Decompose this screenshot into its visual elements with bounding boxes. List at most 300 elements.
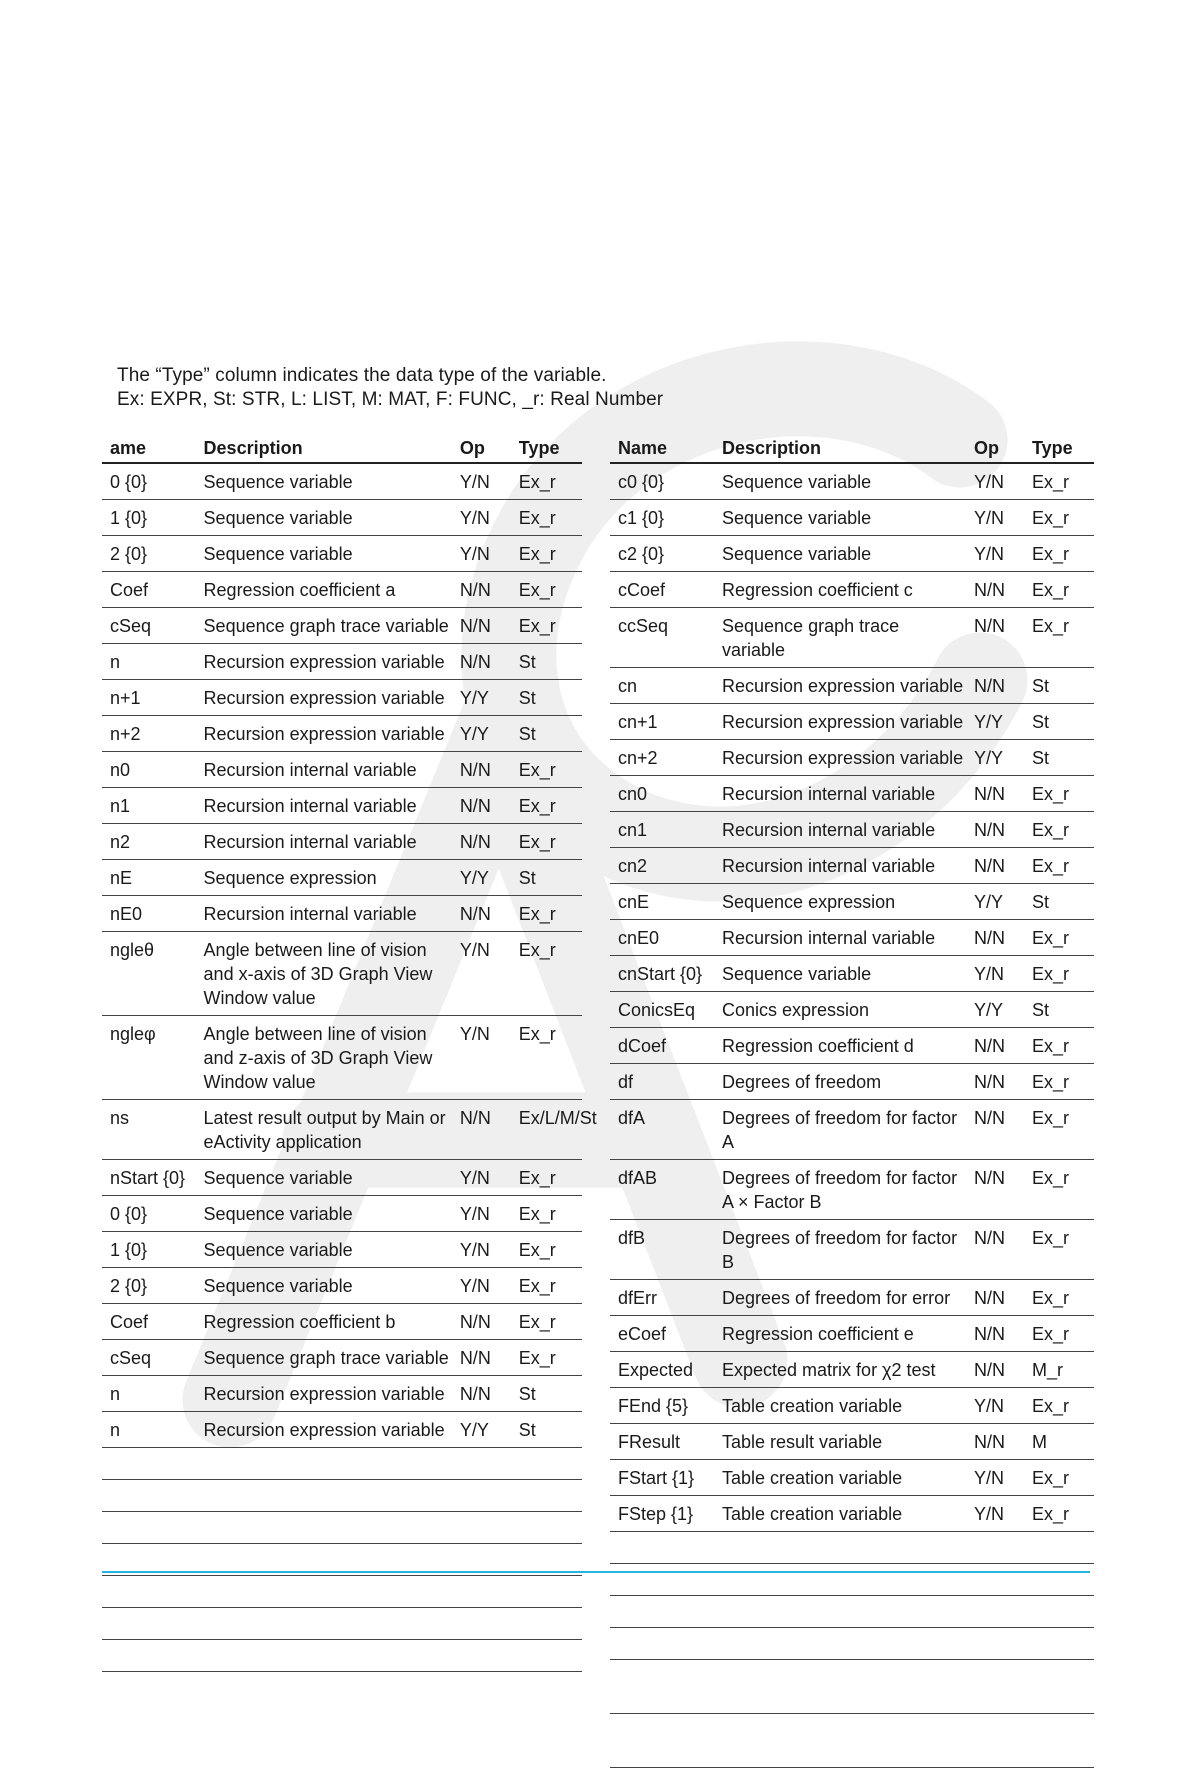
cell-type: Ex_r <box>511 536 582 572</box>
cell-type: Ex_r <box>511 1232 582 1268</box>
cell-op: N/N <box>966 1352 1024 1388</box>
cell-op: Y/N <box>966 1460 1024 1496</box>
cell-name: dfA <box>610 1100 714 1160</box>
cell-name: cn <box>610 668 714 704</box>
cell-type: Ex_r <box>1024 572 1094 608</box>
type-legend-line-2: Ex: EXPR, St: STR, L: LIST, M: MAT, F: FUNC, _r: Real Number <box>117 389 664 410</box>
cell-empty <box>714 1532 966 1564</box>
cell-op: Y/N <box>452 536 511 572</box>
cell-description: Expected matrix for χ2 test <box>714 1352 966 1388</box>
table-row <box>610 740 1094 776</box>
table-row <box>610 1388 1094 1424</box>
cell-type: Ex_r <box>511 1304 582 1340</box>
table-row <box>610 1352 1094 1388</box>
cell-empty <box>196 1480 452 1512</box>
cell-description: Degrees of freedom for factor B <box>714 1220 966 1280</box>
table-row <box>610 572 1094 608</box>
cell-type: Ex_r <box>1024 956 1094 992</box>
cell-type: St <box>1024 740 1094 776</box>
cell-type: Ex_r <box>1024 1100 1094 1160</box>
cell-description: Table creation variable <box>714 1460 966 1496</box>
table-header-row <box>610 430 1094 463</box>
cell-type: Ex_r <box>511 1340 582 1376</box>
cell-empty <box>196 1608 452 1640</box>
cell-op: Y/N <box>966 1496 1024 1532</box>
table-row <box>610 1028 1094 1064</box>
cell-name: n+2 <box>102 716 196 752</box>
cell-op: N/N <box>452 1304 511 1340</box>
cell-type: Ex_r <box>1024 608 1094 668</box>
cell-name: cn1 <box>610 812 714 848</box>
table-row <box>102 1268 582 1304</box>
table-row <box>102 608 582 644</box>
cell-op: Y/N <box>966 1388 1024 1424</box>
cell-description: Regression coefficient e <box>714 1316 966 1352</box>
cell-name: Coef <box>102 1304 196 1340</box>
cell-description: Table creation variable <box>714 1496 966 1532</box>
cell-name: cnE <box>610 884 714 920</box>
cell-op: Y/N <box>452 932 511 1016</box>
cell-name: dfErr <box>610 1280 714 1316</box>
cell-empty <box>966 1532 1024 1564</box>
table-row <box>610 956 1094 992</box>
table-row <box>610 812 1094 848</box>
cell-empty <box>452 1608 511 1640</box>
table-row-empty <box>610 1628 1094 1660</box>
cell-op: Y/N <box>452 463 511 500</box>
cell-name: eCoef <box>610 1316 714 1352</box>
cell-op: Y/Y <box>452 680 511 716</box>
cell-empty <box>511 1640 582 1672</box>
cell-empty <box>102 1512 196 1544</box>
cell-name: n2 <box>102 824 196 860</box>
cell-empty <box>610 1564 714 1596</box>
table-body <box>102 463 597 1672</box>
cell-name: n+1 <box>102 680 196 716</box>
cell-type: St <box>511 1412 582 1448</box>
cell-empty <box>714 1660 966 1714</box>
cell-type: Ex_r <box>511 1016 582 1100</box>
cell-type: Ex_r <box>511 824 582 860</box>
cell-description: Angle between line of vision and x-axis of 3D Graph View Window value <box>196 932 452 1016</box>
cell-type: Ex_r <box>511 500 582 536</box>
cell-description: Regression coefficient c <box>714 572 966 608</box>
cell-type: Ex_r <box>1024 536 1094 572</box>
cell-empty <box>966 1714 1024 1768</box>
type-legend <box>117 364 663 412</box>
table-row-empty <box>102 1512 582 1544</box>
cell-empty <box>452 1512 511 1544</box>
table-row <box>610 500 1094 536</box>
table-row <box>102 896 582 932</box>
cell-type: Ex_r <box>1024 1496 1094 1532</box>
cell-op: Y/Y <box>452 1412 511 1448</box>
cell-description: Recursion internal variable <box>196 788 452 824</box>
cell-description: Recursion expression variable <box>196 716 452 752</box>
cell-op: Y/N <box>966 956 1024 992</box>
cell-name: FStep {1} <box>610 1496 714 1532</box>
cell-name: cSeq <box>102 608 196 644</box>
table-row <box>610 536 1094 572</box>
cell-op: Y/N <box>966 536 1024 572</box>
column-header-op: Op <box>966 430 1024 463</box>
cell-description: Recursion expression variable <box>196 680 452 716</box>
cell-op: N/N <box>966 920 1024 956</box>
cell-description: Recursion internal variable <box>196 752 452 788</box>
cell-op: Y/Y <box>966 704 1024 740</box>
cell-op: N/N <box>966 1280 1024 1316</box>
cell-name: Expected <box>610 1352 714 1388</box>
table-row <box>102 932 582 1016</box>
column-header-op: Op <box>452 430 511 463</box>
cell-name: FResult <box>610 1424 714 1460</box>
table-row <box>102 1232 582 1268</box>
cell-op: N/N <box>452 572 511 608</box>
table-row-empty <box>610 1660 1094 1714</box>
cell-op: N/N <box>966 1424 1024 1460</box>
cell-type: Ex_r <box>1024 776 1094 812</box>
column-header-type: Type <box>511 430 582 463</box>
cell-empty <box>610 1714 714 1768</box>
cell-empty <box>714 1714 966 1768</box>
table-row-empty <box>102 1576 582 1608</box>
cell-op: N/N <box>966 572 1024 608</box>
cell-name: nStart {0} <box>102 1160 196 1196</box>
cell-op: N/N <box>966 1160 1024 1220</box>
cell-description: Recursion internal variable <box>714 920 966 956</box>
column-header-name: Name <box>610 430 714 463</box>
cell-type: Ex_r <box>1024 500 1094 536</box>
cell-type: St <box>511 860 582 896</box>
table-row <box>102 752 582 788</box>
cell-name: cn+1 <box>610 704 714 740</box>
cell-name: n1 <box>102 788 196 824</box>
cell-description: Recursion expression variable <box>196 1412 452 1448</box>
cell-op: N/N <box>966 1316 1024 1352</box>
cell-op: N/N <box>966 1220 1024 1280</box>
cell-description: Recursion internal variable <box>714 812 966 848</box>
cell-op: Y/N <box>452 500 511 536</box>
table-row <box>102 860 582 896</box>
table-row <box>610 1424 1094 1460</box>
table-row <box>102 1340 582 1376</box>
cell-name: dfAB <box>610 1160 714 1220</box>
cell-description: Recursion internal variable <box>714 776 966 812</box>
cell-type: Ex_r <box>1024 463 1094 500</box>
cell-type: St <box>1024 884 1094 920</box>
table-row <box>102 1412 582 1448</box>
cell-empty <box>102 1448 196 1480</box>
cell-description: Degrees of freedom <box>714 1064 966 1100</box>
table-row <box>610 1100 1094 1160</box>
cell-empty <box>966 1564 1024 1596</box>
cell-empty <box>452 1448 511 1480</box>
cell-empty <box>714 1596 966 1628</box>
cell-type: Ex_r <box>511 896 582 932</box>
cell-op: Y/Y <box>452 716 511 752</box>
cell-type: St <box>1024 668 1094 704</box>
cell-description: Recursion expression variable <box>196 1376 452 1412</box>
cell-type: Ex_r <box>511 463 582 500</box>
table-row <box>610 992 1094 1028</box>
cell-description: Sequence variable <box>196 500 452 536</box>
cell-op: Y/N <box>452 1160 511 1196</box>
cell-empty <box>511 1512 582 1544</box>
cell-op: Y/N <box>452 1196 511 1232</box>
cell-type: Ex_r <box>1024 1280 1094 1316</box>
cell-empty <box>714 1628 966 1660</box>
table-row <box>610 1460 1094 1496</box>
cell-op: N/N <box>966 848 1024 884</box>
cell-description: Table creation variable <box>714 1388 966 1424</box>
cell-description: Recursion expression variable <box>714 704 966 740</box>
cell-name: ccSeq <box>610 608 714 668</box>
cell-description: Sequence graph trace variable <box>196 1340 452 1376</box>
table-row <box>102 1376 582 1412</box>
cell-type: Ex_r <box>511 572 582 608</box>
cell-description: Sequence variable <box>196 1196 452 1232</box>
cell-description: Sequence graph trace variable <box>714 608 966 668</box>
cell-op: Y/N <box>966 463 1024 500</box>
variable-table-left <box>102 430 597 1672</box>
table-row <box>610 1064 1094 1100</box>
cell-empty <box>1024 1532 1094 1564</box>
cell-name: ns <box>102 1100 196 1160</box>
cell-name: 0 {0} <box>102 463 196 500</box>
table-row <box>102 824 582 860</box>
cell-name: ngleφ <box>102 1016 196 1100</box>
cell-description: Regression coefficient d <box>714 1028 966 1064</box>
cell-empty <box>1024 1564 1094 1596</box>
cell-empty <box>610 1660 714 1714</box>
cell-op: N/N <box>452 1100 511 1160</box>
cell-description: Sequence variable <box>714 536 966 572</box>
table-row <box>102 1160 582 1196</box>
table-row <box>102 716 582 752</box>
cell-op: N/N <box>452 1340 511 1376</box>
table-row <box>102 1196 582 1232</box>
cell-description: Sequence variable <box>196 1232 452 1268</box>
cell-empty <box>1024 1628 1094 1660</box>
cell-name: nE0 <box>102 896 196 932</box>
cell-name: 2 {0} <box>102 1268 196 1304</box>
cell-op: N/N <box>452 752 511 788</box>
cell-type: M <box>1024 1424 1094 1460</box>
cell-description: Recursion internal variable <box>196 824 452 860</box>
table-row <box>102 463 582 500</box>
cell-empty <box>102 1576 196 1608</box>
table-row <box>102 500 582 536</box>
column-header-description: Description <box>714 430 966 463</box>
cell-type: St <box>511 644 582 680</box>
cell-empty <box>610 1596 714 1628</box>
cell-type: Ex_r <box>1024 1388 1094 1424</box>
cell-type: Ex_r <box>1024 1064 1094 1100</box>
cell-empty <box>511 1448 582 1480</box>
cell-description: Recursion internal variable <box>196 896 452 932</box>
cell-name: dCoef <box>610 1028 714 1064</box>
cell-type: Ex_r <box>1024 920 1094 956</box>
cell-name: 2 {0} <box>102 536 196 572</box>
variable-table-right <box>610 430 1094 1768</box>
cell-name: nE <box>102 860 196 896</box>
cell-name: ConicsEq <box>610 992 714 1028</box>
table-header-row <box>102 430 582 463</box>
cell-name: FStart {1} <box>610 1460 714 1496</box>
cell-empty <box>102 1640 196 1672</box>
cell-empty <box>452 1576 511 1608</box>
cell-op: N/N <box>452 1376 511 1412</box>
cell-op: Y/Y <box>452 860 511 896</box>
cell-type: St <box>511 1376 582 1412</box>
cell-empty <box>196 1576 452 1608</box>
cell-name: cCoef <box>610 572 714 608</box>
table-row-empty <box>610 1596 1094 1628</box>
cell-empty <box>452 1480 511 1512</box>
cell-empty <box>1024 1596 1094 1628</box>
cell-op: Y/Y <box>966 992 1024 1028</box>
cell-empty <box>966 1596 1024 1628</box>
cell-empty <box>196 1640 452 1672</box>
table-row <box>102 1016 582 1100</box>
cell-description: Sequence expression <box>714 884 966 920</box>
table-row-empty <box>102 1640 582 1672</box>
table-row <box>610 608 1094 668</box>
cell-name: FEnd {5} <box>610 1388 714 1424</box>
column-header-description: Description <box>196 430 452 463</box>
cell-empty <box>511 1608 582 1640</box>
cell-type: Ex/L/M/St <box>511 1100 582 1160</box>
cell-type: M_r <box>1024 1352 1094 1388</box>
cell-empty <box>196 1512 452 1544</box>
cell-type: Ex_r <box>511 1196 582 1232</box>
cell-description: Table result variable <box>714 1424 966 1460</box>
cell-op: N/N <box>452 608 511 644</box>
cell-op: N/N <box>452 896 511 932</box>
table-row <box>610 704 1094 740</box>
table-row <box>102 536 582 572</box>
cell-description: Latest result output by Main or eActivity application <box>196 1100 452 1160</box>
cell-description: Degrees of freedom for factor A <box>714 1100 966 1160</box>
cell-empty <box>452 1640 511 1672</box>
cell-name: c1 {0} <box>610 500 714 536</box>
table-row <box>102 680 582 716</box>
table-row <box>102 1100 582 1160</box>
cell-name: n <box>102 644 196 680</box>
cell-name: cn0 <box>610 776 714 812</box>
cell-empty <box>511 1576 582 1608</box>
cell-name: 0 {0} <box>102 1196 196 1232</box>
table-row <box>102 788 582 824</box>
cell-description: Sequence variable <box>196 463 452 500</box>
cell-description: Regression coefficient b <box>196 1304 452 1340</box>
table-row <box>610 1220 1094 1280</box>
cell-op: Y/Y <box>966 884 1024 920</box>
table-row <box>102 644 582 680</box>
cell-type: Ex_r <box>511 752 582 788</box>
cell-name: n <box>102 1376 196 1412</box>
footer-rule <box>102 1571 1090 1573</box>
cell-name: c2 {0} <box>610 536 714 572</box>
cell-name: c0 {0} <box>610 463 714 500</box>
cell-type: Ex_r <box>1024 1220 1094 1280</box>
cell-type: Ex_r <box>511 1268 582 1304</box>
cell-name: n0 <box>102 752 196 788</box>
table-row-empty <box>102 1480 582 1512</box>
cell-empty <box>1024 1660 1094 1714</box>
cell-empty <box>610 1532 714 1564</box>
cell-name: dfB <box>610 1220 714 1280</box>
cell-op: Y/Y <box>966 740 1024 776</box>
table-row <box>102 1304 582 1340</box>
cell-type: St <box>1024 704 1094 740</box>
cell-empty <box>1024 1714 1094 1768</box>
cell-op: N/N <box>452 788 511 824</box>
table-row <box>610 776 1094 812</box>
cell-description: Sequence variable <box>714 956 966 992</box>
table-row <box>610 668 1094 704</box>
table-row <box>102 572 582 608</box>
cell-op: N/N <box>966 776 1024 812</box>
cell-name: cn+2 <box>610 740 714 776</box>
cell-type: Ex_r <box>1024 812 1094 848</box>
cell-type: Ex_r <box>511 1160 582 1196</box>
cell-description: Sequence variable <box>714 463 966 500</box>
cell-empty <box>610 1628 714 1660</box>
cell-description: Recursion expression variable <box>714 668 966 704</box>
cell-empty <box>196 1448 452 1480</box>
cell-type: Ex_r <box>511 788 582 824</box>
cell-op: N/N <box>966 812 1024 848</box>
cell-description: Sequence variable <box>196 1268 452 1304</box>
table-row <box>610 1160 1094 1220</box>
cell-description: Recursion internal variable <box>714 848 966 884</box>
cell-op: N/N <box>966 1100 1024 1160</box>
table-row-empty <box>102 1448 582 1480</box>
cell-op: N/N <box>966 608 1024 668</box>
cell-name: Coef <box>102 572 196 608</box>
cell-type: Ex_r <box>1024 1316 1094 1352</box>
cell-op: Y/N <box>452 1016 511 1100</box>
table-row <box>610 1316 1094 1352</box>
table-row <box>610 1280 1094 1316</box>
column-header-name: ame <box>102 430 196 463</box>
cell-description: Regression coefficient a <box>196 572 452 608</box>
cell-description: Sequence variable <box>196 536 452 572</box>
cell-name: df <box>610 1064 714 1100</box>
table-row <box>610 848 1094 884</box>
cell-description: Sequence variable <box>196 1160 452 1196</box>
table-row <box>610 884 1094 920</box>
cell-description: Sequence variable <box>714 500 966 536</box>
table-row <box>610 1496 1094 1532</box>
cell-name: 1 {0} <box>102 1232 196 1268</box>
cell-name: cnStart {0} <box>610 956 714 992</box>
cell-description: Recursion expression variable <box>714 740 966 776</box>
cell-description: Recursion expression variable <box>196 644 452 680</box>
table-row-empty <box>102 1608 582 1640</box>
table-row-empty <box>610 1532 1094 1564</box>
cell-empty <box>511 1480 582 1512</box>
cell-op: N/N <box>452 824 511 860</box>
table-row-empty <box>610 1564 1094 1596</box>
cell-type: St <box>511 680 582 716</box>
cell-type: Ex_r <box>511 932 582 1016</box>
cell-type: Ex_r <box>1024 1160 1094 1220</box>
cell-description: Degrees of freedom for error <box>714 1280 966 1316</box>
cell-empty <box>102 1608 196 1640</box>
type-legend-line-1: The “Type” column indicates the data type of the variable. <box>117 365 607 386</box>
